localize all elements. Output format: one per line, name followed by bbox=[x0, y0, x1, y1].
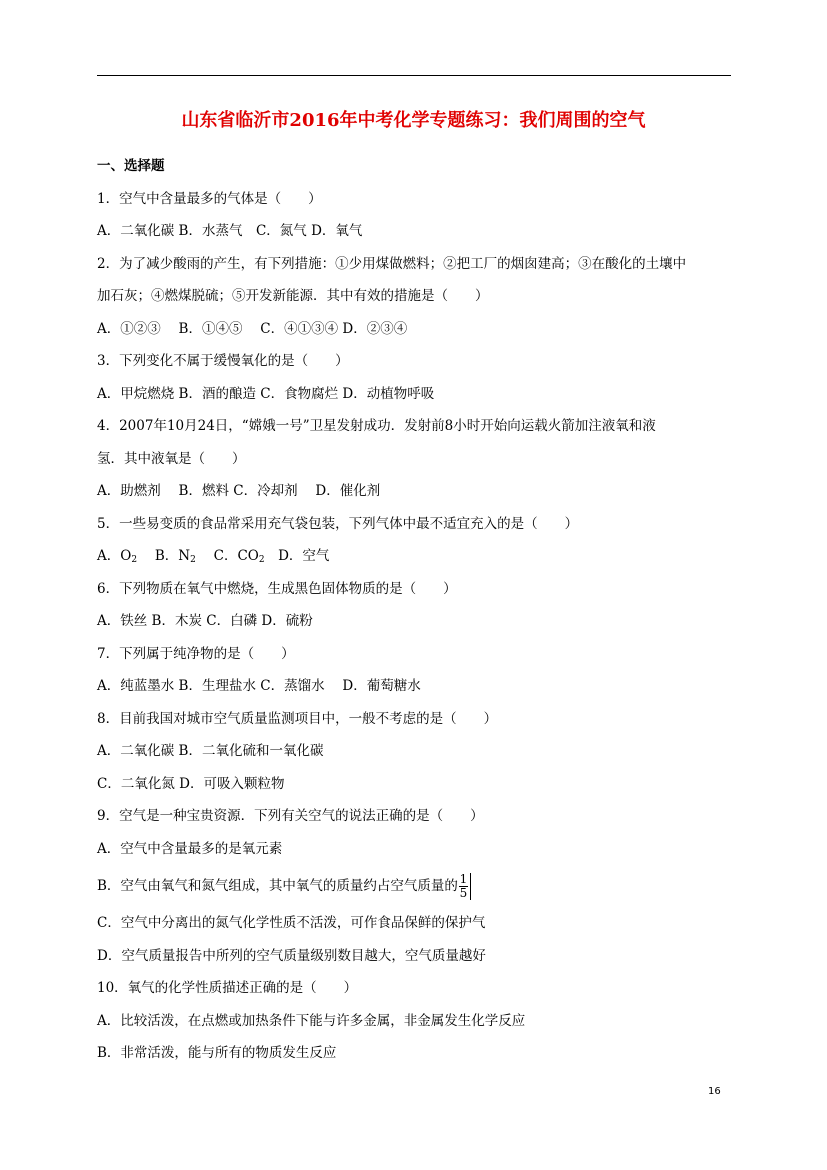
question-3: 3．下列变化不属于缓慢氧化的是（ ） bbox=[97, 353, 349, 369]
option-b-text: B．N bbox=[137, 548, 191, 564]
document-body bbox=[97, 150, 737, 1070]
question-10-option-a: A．比较活泼，在点燃或加热条件下能与许多金属，非金属发生化学反应 bbox=[97, 1012, 526, 1029]
option-d-text: D．空气 bbox=[264, 548, 330, 564]
fraction-numerator: 1 bbox=[459, 872, 468, 886]
option-c-text: C．CO bbox=[195, 548, 259, 564]
question-8-options-ab: A．二氧化碳 B．二氧化硫和一氧化碳 bbox=[97, 743, 324, 759]
question-6: 6．下列物质在氧气中燃烧，生成黑色固体物质的是（ ） bbox=[97, 580, 457, 597]
question-1: 1．空气中含量最多的气体是（ ） bbox=[97, 190, 322, 207]
question-2-options: A．①②③ B．①④⑤ C．④①③④ D．②③④ bbox=[97, 320, 408, 337]
question-9: 9．空气是一种宝贵资源．下列有关空气的说法正确的是（ ） bbox=[97, 808, 484, 824]
question-8: 8．目前我国对城市空气质量监测项目中，一般不考虑的是（ ） bbox=[97, 710, 498, 727]
question-7: 7．下列属于纯净物的是（ ） bbox=[97, 645, 295, 662]
question-1-options: A．二氧化碳 B．水蒸气 C．氮气 D．氧气 bbox=[97, 223, 363, 239]
question-9-option-c: C．空气中分离出的氮气化学性质不活泼，可作食品保鲜的保护气 bbox=[97, 915, 486, 931]
fraction bbox=[459, 873, 471, 900]
option-a-subscript: 2 bbox=[131, 555, 138, 565]
question-10-option-b: B．非常活泼，能与所有的物质发生反应 bbox=[97, 1045, 337, 1061]
question-4-options: A．助燃剂 B．燃料 C．冷却剂 D．催化剂 bbox=[97, 483, 381, 499]
question-4-line-2: 氢．其中液氧是（ ） bbox=[97, 450, 246, 467]
question-9-option-d: D．空气质量报告中所列的空气质量级别数目越大，空气质量越好 bbox=[97, 947, 486, 964]
section-heading: 一、选择题 bbox=[97, 158, 165, 174]
question-2-line-1: 2．为了减少酸雨的产生，有下列措施：①少用煤做燃料；②把工厂的烟囱建高；③在酸化的土壤中 bbox=[97, 255, 687, 272]
header-rule bbox=[97, 75, 731, 76]
question-10: 10．氧气的化学性质描述正确的是（ ） bbox=[97, 980, 358, 996]
page-title: 山东省临沂市2016年中考化学专题练习：我们周围的空气 bbox=[181, 110, 646, 131]
option-c-subscript: 2 bbox=[258, 555, 265, 565]
question-6-options: A．铁丝 B．木炭 C．白磷 D．硫粉 bbox=[97, 613, 313, 629]
question-5: 5．一些易变质的食品常采用充气袋包装，下列气体中最不适宜充入的是（ ） bbox=[97, 515, 579, 532]
fraction-denominator: 5 bbox=[459, 886, 468, 900]
question-3-options: A．甲烷燃烧 B．酒的酿造 C．食物腐烂 D．动植物呼吸 bbox=[97, 385, 435, 402]
option-b-subscript: 2 bbox=[190, 555, 196, 565]
question-4-line-1: 4．2007年10月24日，“嫦娥一号”卫星发射成功．发射前8小时开始向运载火箭加注液氧和液 bbox=[97, 418, 656, 434]
question-5-options bbox=[97, 540, 737, 573]
question-2-line-2: 加石灰；④燃煤脱硫；⑤开发新能源．其中有效的措施是（ ） bbox=[97, 288, 489, 304]
question-9-option-b bbox=[97, 865, 737, 907]
option-b-text: B．空气由氧气和氮气组成，其中氧气的质量约占空气质量的 bbox=[97, 878, 458, 894]
page-number: 16 bbox=[708, 1086, 721, 1097]
question-9-option-a: A．空气中含量最多的是氧元素 bbox=[97, 840, 283, 857]
question-8-options-cd: C．二氧化氮 D．可吸入颗粒物 bbox=[97, 775, 285, 792]
option-a-text: A．O bbox=[97, 548, 132, 564]
question-7-options: A．纯蓝墨水 B．生理盐水 C．蒸馏水 D．葡萄糖水 bbox=[97, 678, 421, 694]
